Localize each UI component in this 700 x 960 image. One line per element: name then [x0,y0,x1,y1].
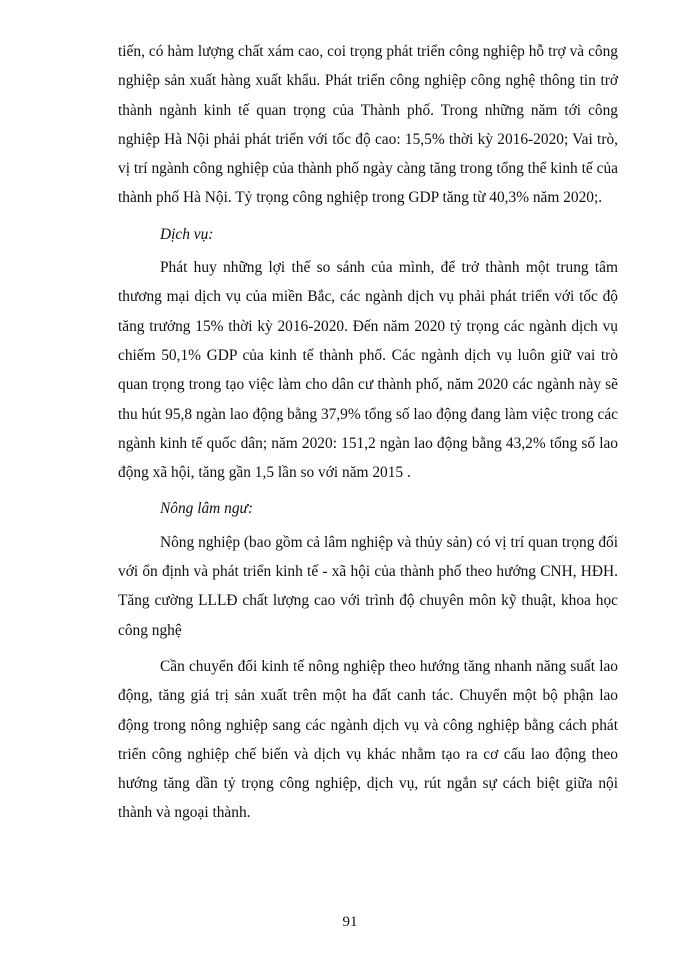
heading-agriculture: Nông lâm ngư: [160,500,254,518]
page-number: 91 [342,914,358,930]
heading-services: Dịch vụ: [160,225,214,243]
paragraph-agriculture-shift: Cần chuyển đổi kinh tế nông nghiệp theo hướng tăng nhanh năng suất lao động, tăng giá trị sản xuất trên một ha đất canh tác. Chuyển một bộ phận lao động trong nông nghiệp sang các ngành dịch vụ và công nghiệp bằng cách phát triển công nghiệp chế biến và dịch vụ khác nhằm tạo ra cơ cấu lao động theo hướng tăng dần tỷ trọng công nghiệp, dịch vụ, rút ngắn sự cách biệt giữa nội thành và ngoại thành. [118,657,618,822]
paragraph-services: Phát huy những lợi thế so sánh của mình, để trở thành một trung tâm thương mại dịch vụ của miền Bắc, các ngành dịch vụ phải phát triển với tốc độ tăng trưởng 15% thời kỳ 2016-2020. Đến năm 2020 tỷ trọng các ngành dịch vụ chiếm 50,1% GDP của kinh tế thành phố. Các ngành dịch vụ luôn giữ vai trò quan trọng trong tạo việc làm cho dân cư thành phố, năm 2020 các ngành này sẽ thu hút 95,8 ngàn lao động bằng 37,9% tổng số lao động đang làm việc trong các ngành kinh tế quốc dân; năm 2020: 151,2 ngàn lao động bằng 43,2% tổng số lao động xã hội, tăng gần 1,5 lần so với năm 2015 . [118,259,618,482]
document-page [118,37,618,828]
paragraph-agriculture-role: Nông nghiệp (bao gồm cả lâm nghiệp và thủy sản) có vị trí quan trọng đối với ổn định và phát triển kinh tế - xã hội của thành phố theo hướng CNH, HĐH. Tăng cường LLLĐ chất lượng cao với trình độ chuyên môn kỹ thuật, khoa học công nghệ [118,533,618,639]
paragraph-industry: tiến, có hàm lượng chất xám cao, coi trọng phát triển công nghiệp hỗ trợ và công nghiệp sản xuất hàng xuất khẩu. Phát triển công nghiệp công nghệ thông tin trở thành ngành kinh tế quan trọng của Thành phố. Trong những năm tới công nghiệp Hà Nội phải phát triển với tốc độ cao: 15,5% thời kỳ 2016-2020; Vai trò, vị trí ngành công nghiệp của thành phố ngày càng tăng trong tổng thể kinh tế của thành phố Hà Nội. Tỷ trọng công nghiệp trong GDP tăng từ 40,3% năm 2020;. [118,43,618,207]
